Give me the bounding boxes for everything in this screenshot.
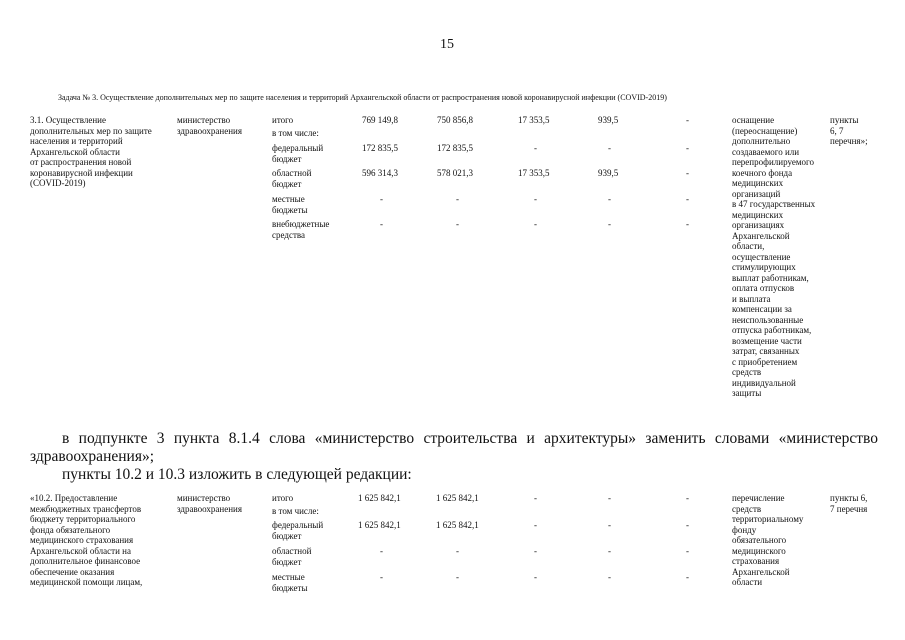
text-line: перечня»; [830, 136, 868, 146]
text-line: с приобретением [732, 356, 798, 367]
text-line: и выплата [732, 293, 771, 304]
text-line: в 47 государственных [732, 199, 816, 209]
value-total: 1 625 842,1 [358, 520, 401, 530]
source-label: в том числе: [272, 128, 319, 138]
text-line: бюджет [272, 530, 302, 541]
value-total: 172 835,5 [362, 143, 398, 153]
value-2022: 939,5 [598, 168, 619, 178]
text-line: в подпункте 3 пункта 8.1.4 слова «министерство строительства и архитектуры» заменить словами «министерство [62, 430, 878, 447]
text-line: медицинских [732, 209, 784, 220]
text-line: организациях [732, 220, 785, 230]
text-line: компенсации за [732, 304, 792, 314]
value-2022: - [608, 143, 611, 153]
text-line: области, [732, 241, 765, 251]
value-2021: 17 353,5 [518, 115, 550, 125]
text-line: дополнительное финансовое [30, 556, 141, 566]
text-line: стимулирующих [732, 262, 796, 272]
text-line: бюджеты [272, 204, 308, 215]
text-line: оснащение [732, 115, 775, 125]
value-2022: - [608, 493, 611, 503]
text-line: 3.1. Осуществление [30, 115, 106, 125]
reference-text [830, 493, 890, 514]
value-2022: - [608, 219, 611, 229]
executor [177, 493, 257, 514]
text-line: выплат работникам, [732, 272, 809, 283]
text-line: средства [272, 229, 306, 240]
text-line: 7 перечня [830, 503, 868, 514]
value-2022: - [608, 546, 611, 556]
text-line: бюджет [272, 556, 302, 567]
value-2023: - [686, 143, 689, 153]
value-total: - [380, 572, 383, 582]
text-line: здравоохранения [177, 503, 243, 514]
source-label [272, 194, 308, 215]
value-2023: - [686, 520, 689, 530]
text-line: здравоохранения»; [30, 448, 155, 465]
value-total: 769 149,8 [362, 115, 398, 125]
value-2022: - [608, 520, 611, 530]
source-label [272, 546, 311, 567]
result-text [732, 115, 822, 399]
reference-text [830, 115, 890, 147]
text-line: возмещение части [732, 335, 802, 346]
value-2020: 1 625 842,1 [436, 520, 479, 530]
text-line: перепрофилируемого [732, 157, 814, 167]
value-total: - [380, 546, 383, 556]
text-line: Архангельской области на [30, 545, 131, 556]
value-2020: - [456, 194, 459, 204]
text-line: обязательного [732, 535, 787, 545]
text-line: (переоснащение) [732, 125, 798, 136]
source-label [272, 143, 323, 164]
value-2022: - [608, 572, 611, 582]
text-line: неиспользованные [732, 314, 804, 325]
text-line: пункты [830, 115, 859, 125]
source-label [272, 520, 323, 541]
text-line: пункты 6, [830, 493, 868, 503]
text-line: оплата отпусков [732, 283, 795, 293]
value-2023: - [686, 115, 689, 125]
value-total: - [380, 219, 383, 229]
text-line: средств [732, 503, 762, 514]
value-total: 1 625 842,1 [358, 493, 401, 503]
text-line: областной [272, 546, 312, 556]
text-line: бюджет [272, 178, 302, 189]
text-line: местные [272, 572, 305, 582]
text-line: коечного фонда [732, 167, 793, 178]
text-line: «10.2. Предоставление [30, 493, 118, 503]
text-line: области [732, 577, 763, 587]
value-2022: 939,5 [598, 115, 619, 125]
value-2022: - [608, 194, 611, 204]
text-line: федеральный [272, 520, 324, 530]
text-line: федеральный [272, 143, 324, 153]
value-2021: - [534, 546, 537, 556]
value-2021: - [534, 493, 537, 503]
value-2023: - [686, 168, 689, 178]
value-2020: 172 835,5 [437, 143, 473, 153]
row-name [30, 115, 170, 189]
text-line: медицинских [732, 178, 784, 188]
executor [177, 115, 257, 136]
text-line: территориальному [732, 514, 804, 524]
task-title: Задача № 3. Осуществление дополнительных мер по защите населения и территорий Архангельской области от распространения новой коронавирусной инфекции (COVID-2019) [58, 93, 667, 102]
value-2021: 17 353,5 [518, 168, 550, 178]
text-line: создаваемого или [732, 146, 800, 157]
value-2021: - [534, 572, 537, 582]
page-number: 15 [440, 37, 454, 52]
text-line: местные [272, 194, 305, 204]
text-line: министерство [177, 493, 231, 503]
text-line: бюджет [272, 153, 302, 164]
text-line: внебюджетные [272, 219, 330, 229]
text-line: министерство [177, 115, 231, 125]
text-line: затрат, связанных [732, 346, 800, 356]
text-line: медицинского страхования [30, 535, 134, 545]
text-line: средств [732, 367, 762, 377]
value-2020: - [456, 219, 459, 229]
text-line: защиты [732, 388, 762, 398]
value-2023: - [686, 194, 689, 204]
value-2020: 578 021,3 [437, 168, 473, 178]
value-2020: - [456, 546, 459, 556]
text-line: дополнительных мер по защите [30, 125, 152, 136]
text-line: Архангельской [732, 230, 790, 241]
source-label [272, 168, 311, 189]
text-line: 6, 7 [830, 125, 844, 136]
text-line: населения и территорий [30, 136, 123, 146]
text-line: осуществление [732, 251, 791, 262]
text-line: от распространения новой [30, 157, 132, 167]
text-line: организаций [732, 188, 781, 199]
source-label: в том числе: [272, 506, 319, 516]
text-line: бюджеты [272, 582, 308, 593]
text-line: медицинской помощи лицам, [30, 577, 143, 587]
source-label: итого [272, 115, 294, 125]
text-line: бюджету территориального [30, 514, 136, 524]
value-2021: - [534, 219, 537, 229]
text-line: перечисление [732, 493, 785, 503]
value-2020: 1 625 842,1 [436, 493, 479, 503]
text-line: межбюджетных трансфертов [30, 503, 142, 514]
value-total: - [380, 194, 383, 204]
paragraph-amendment [30, 430, 878, 466]
text-line: фонду [732, 524, 757, 535]
paragraph-points: пункты 10.2 и 10.3 изложить в следующей редакции: [62, 466, 412, 483]
source-label: итого [272, 493, 294, 503]
value-2021: - [534, 520, 537, 530]
text-line: Архангельской области [30, 146, 120, 157]
value-2020: 750 856,8 [437, 115, 473, 125]
text-line: Архангельской [732, 566, 790, 577]
value-2023: - [686, 546, 689, 556]
value-2023: - [686, 219, 689, 229]
value-2023: - [686, 572, 689, 582]
value-total: 596 314,3 [362, 168, 398, 178]
text-line: здравоохранения [177, 125, 243, 136]
value-2021: - [534, 143, 537, 153]
value-2023: - [686, 493, 689, 503]
row-name [30, 493, 175, 588]
text-line: отпуска работникам, [732, 325, 812, 335]
result-text [732, 493, 822, 588]
text-line: индивидуальной [732, 377, 796, 388]
text-line: областной [272, 168, 312, 178]
text-line: дополнительно [732, 136, 791, 146]
text-line: страхования [732, 556, 780, 566]
source-label [272, 219, 329, 240]
text-line: медицинского [732, 545, 786, 556]
text-line: обеспечение оказания [30, 566, 115, 577]
value-2020: - [456, 572, 459, 582]
value-2021: - [534, 194, 537, 204]
text-line: фонда обязательного [30, 524, 111, 535]
source-label [272, 572, 308, 593]
text-line: (COVID-2019) [30, 178, 86, 188]
text-line: коронавирусной инфекции [30, 167, 133, 178]
